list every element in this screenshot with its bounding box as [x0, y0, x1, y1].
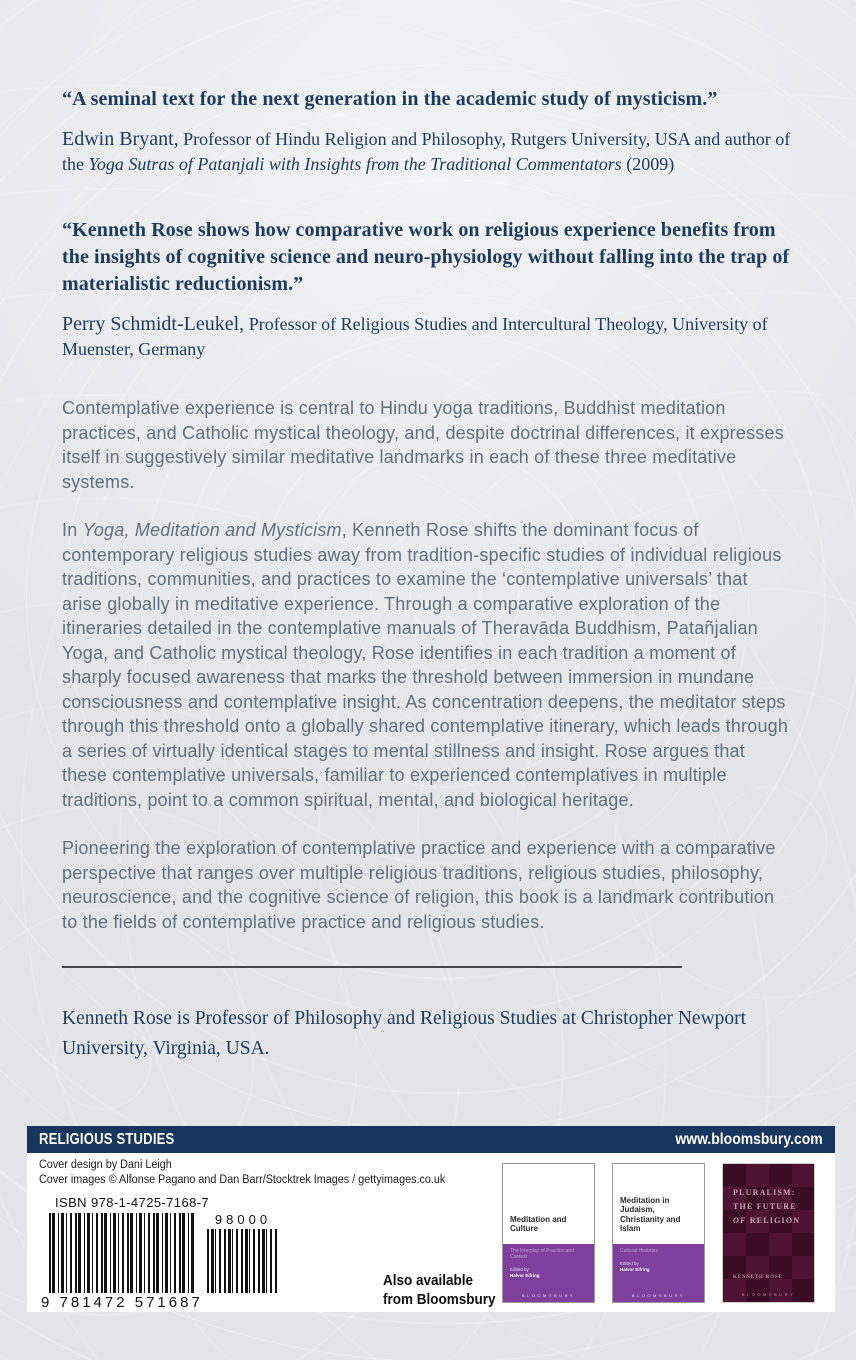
synopsis-para2-body: , Kenneth Rose shifts the dominant focus of contemporary religious studies away from tradition-specific studies of individual religious traditions, communities, and practices to examine the ‘contemplative universals’ that arise globally in meditative experience. Through a comparative exploration of the itineraries detailed in the contemplative manuals of Theravāda Buddhism, Patañjalian Yoga, and Catholic mystical theology, Rose identifies in each tradition a moment of sharply focused awareness that marks the threshold between immersion in mundane consciousness and contemplative insight. As concentration deepens, the meditator steps through this threshold onto a globally shared contemplative itinerary, which leads through a series of virtually identical stages to mental stillness and insight. Rose argues that these contemplative universals, familiar to experienced contemplatives in multiple traditions, point to a common spiritual, mental, and biological heritage. — [62, 520, 789, 810]
also-available-line2: from Bloomsbury — [383, 1291, 496, 1308]
ean-digits: 9 781472 571687 — [41, 1294, 203, 1311]
isbn-label: ISBN 978-1-4725-7168-7 — [55, 1195, 210, 1210]
endorsement-quote-2: “Kenneth Rose shows how comparative work on religious experience benefits from the insights of cognitive science and neuro-physiology without falling into the trap of materialistic reductionism.” — [62, 219, 790, 295]
related-book-2-cover — [612, 1163, 705, 1303]
related-book-2-title: Meditation in Judaism, Christianity and Islam — [620, 1195, 681, 1234]
related-book-2-publisher: BLOOMSBURY — [631, 1293, 686, 1298]
related-book-1-cover — [502, 1163, 595, 1303]
related-book-1-publisher: BLOOMSBURY — [521, 1293, 576, 1298]
ean-barcode — [49, 1213, 195, 1293]
related-book-2-edited-by: Edited by — [620, 1261, 639, 1267]
cover-credits — [39, 1158, 445, 1188]
related-book-3-cover — [722, 1163, 815, 1303]
synopsis-paragraph-1: Contemplative experience is central to Hindu yoga traditions, Buddhist meditation practices, and Catholic mystical theology, and, despite doctrinal differences, it expresses itself in suggestively similar meditative landmarks in each of these three meditative systems. — [62, 398, 784, 492]
credit-images: Cover images © Alfonse Pagano and Dan Barr/Stocktrek Images / gettyimages.co.uk — [39, 1174, 446, 1186]
endorser-affiliation-1-suffix: (2009) — [621, 154, 675, 174]
related-book-2-band — [613, 1244, 704, 1302]
isbn-barcode-block — [41, 1195, 289, 1311]
related-book-3-author: KENNETH ROSE — [733, 1275, 783, 1280]
endorsement-attribution-2 — [62, 312, 792, 362]
related-book-3-publisher: BLOOMSBURY — [741, 1292, 796, 1297]
endorser-cited-work-1: Yoga Sutras of Patanjali with Insights from the Traditional Commentators — [88, 154, 622, 174]
endorser-affiliation-1: Professor of Hindu Religion and Philosophy, Rutgers University, USA and author of the — [62, 129, 791, 174]
related-book-3-title — [733, 1186, 800, 1228]
related-book-2-subtitle: Cultural Histories — [620, 1248, 659, 1255]
related-book-1-subtitle: The Interplay of Practice and Context — [510, 1248, 574, 1261]
synopsis-paragraph-2 — [62, 518, 792, 812]
category-label: RELIGIOUS STUDIES — [39, 1130, 175, 1148]
divider-rule — [62, 966, 682, 968]
endorser-name-1: Edwin Bryant, — [62, 128, 179, 150]
related-book-2-editor: Halvor Eifring — [620, 1266, 650, 1272]
endorsement-attribution-1 — [62, 127, 792, 177]
related-book-3-title-line1: PLURALISM: — [733, 1188, 796, 1197]
synopsis-para2-prefix: In — [62, 520, 83, 540]
related-book-meditation-in-judaism-christianity-islam — [612, 1163, 705, 1303]
related-book-pluralism-future-of-religion — [722, 1163, 815, 1303]
related-book-1-edited-by: Edited by — [510, 1267, 529, 1273]
book-title-italic: Yoga, Meditation and Mysticism — [82, 520, 342, 540]
price-addon-block — [207, 1212, 279, 1293]
related-book-1-title: Meditation and Culture — [510, 1214, 567, 1234]
related-book-3-title-line2: THE FUTURE — [733, 1202, 797, 1211]
related-book-3-title-line3 — [733, 1214, 800, 1228]
synopsis-paragraph-3: Pioneering the exploration of contemplative practice and experience with a comparative perspective that ranges over multiple religious traditions, religious studies, philosophy, neuroscience, and the cognitive science of religion, this book is a landmark contribution to the fields of contemplative practice and religious studies. — [62, 838, 776, 932]
credit-design: Cover design by Dani Leigh — [39, 1159, 172, 1171]
category-bar — [27, 1126, 835, 1153]
endorsement-quote-1: “A seminal text for the next generation in the academic study of mysticism.” — [62, 88, 718, 110]
price-addon-barcode — [207, 1229, 279, 1293]
barcode-row — [49, 1212, 289, 1293]
back-cover-text-block — [62, 86, 792, 1064]
endorser-affiliation-2: Professor of Religious Studies and Intercultural Theology, University of Muenster, Germany — [62, 314, 768, 359]
related-book-3-title-religion: RELIGION — [746, 1216, 801, 1225]
related-book-meditation-and-culture — [502, 1163, 595, 1303]
also-available-note — [383, 1271, 496, 1309]
publisher-website: www.bloomsbury.com — [675, 1130, 823, 1148]
footer-panel — [27, 1153, 835, 1312]
related-book-1-editor: Halvor Eifring — [510, 1272, 540, 1278]
price-addon-code: 98000 — [214, 1212, 272, 1227]
endorser-name-2: Perry Schmidt-Leukel, — [62, 313, 245, 335]
related-book-3-title-of: OF — [733, 1216, 747, 1225]
related-book-1-band — [503, 1244, 594, 1302]
also-available-line1: Also available — [383, 1272, 474, 1289]
author-bio: Kenneth Rose is Professor of Philosophy and Religious Studies at Christopher Newport University, Virginia, USA. — [62, 1008, 747, 1059]
